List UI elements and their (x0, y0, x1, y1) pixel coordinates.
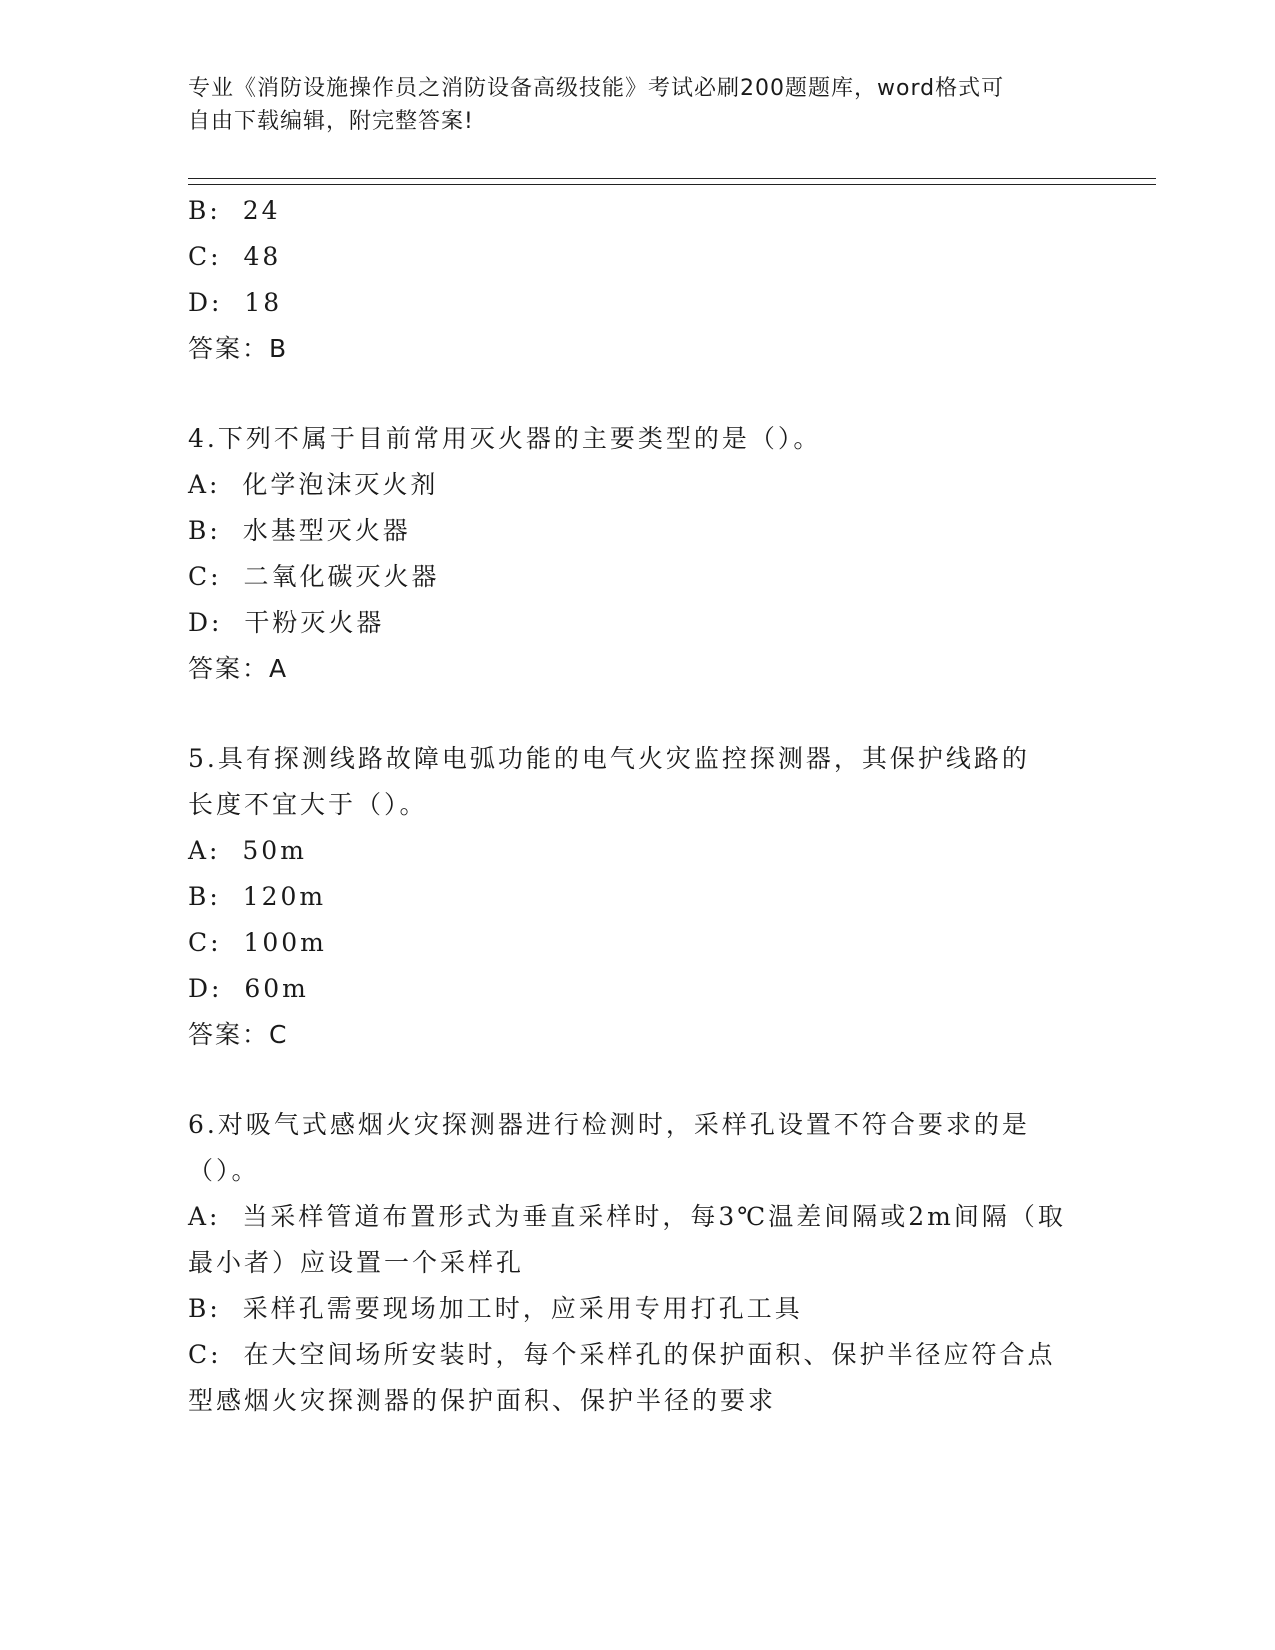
option-c-line-1: C: 在大空间场所安装时，每个采样孔的保护面积、保护半径应符合点 (188, 1340, 1056, 1369)
option-c (188, 554, 1088, 600)
question-stem: 4.下列不属于目前常用灭火器的主要类型的是（）。 (188, 424, 822, 453)
option-a-line-1: A: 当采样管道布置形式为垂直采样时，每3℃温差间隔或2m间隔（取 (188, 1202, 1066, 1231)
option-text: 120m (242, 882, 327, 911)
option-b (188, 188, 1088, 234)
answer: 答案：B (188, 334, 289, 363)
answer: 答案：A (188, 654, 289, 683)
option-text: 48 (243, 242, 282, 271)
header-line-2: 自由下载编辑，附完整答案! (188, 109, 474, 134)
question-3-tail (188, 188, 1088, 372)
document-body (188, 188, 1088, 1424)
option-b (188, 874, 1088, 920)
option-d (188, 966, 1088, 1012)
option-c (188, 234, 1088, 280)
option-text: 60m (244, 974, 309, 1003)
option-d (188, 280, 1088, 326)
option-text: 干粉灭火器 (244, 608, 385, 637)
option-text: 水基型灭火器 (242, 516, 411, 545)
option-label: C: (188, 242, 222, 271)
option-label: B: (188, 196, 221, 225)
option-text: 二氧化碳灭火器 (243, 562, 440, 591)
option-text: 18 (244, 288, 283, 317)
option-label: C: (188, 562, 222, 591)
option-label: A: (188, 836, 221, 865)
option-a (188, 462, 1088, 508)
question-stem-line-2: 长度不宜大于（）。 (188, 790, 428, 819)
option-label: A: (188, 470, 221, 499)
option-label: C: (188, 928, 222, 957)
option-c (188, 920, 1088, 966)
option-label: B: (188, 882, 221, 911)
option-b: B: 采样孔需要现场加工时，应采用专用打孔工具 (188, 1294, 803, 1323)
option-label: D: (188, 288, 223, 317)
document-header (188, 72, 1088, 138)
header-divider (188, 178, 1156, 185)
option-text: 24 (242, 196, 281, 225)
question-stem-line-1: 6.对吸气式感烟火灾探测器进行检测时，采样孔设置不符合要求的是 (188, 1110, 1030, 1139)
option-d (188, 600, 1088, 646)
option-label: D: (188, 608, 223, 637)
question-stem-line-2: （）。 (188, 1156, 260, 1185)
option-b (188, 508, 1088, 554)
option-text: 100m (243, 928, 327, 957)
option-a (188, 828, 1088, 874)
question-4 (188, 416, 1088, 692)
question-5 (188, 736, 1088, 1058)
header-line-1: 专业《消防设施操作员之消防设备高级技能》考试必刷200题题库，word格式可 (188, 76, 1005, 101)
option-text: 50m (242, 836, 307, 865)
question-stem-line-1: 5.具有探测线路故障电弧功能的电气火灾监控探测器，其保护线路的 (188, 744, 1030, 773)
option-label: D: (188, 974, 223, 1003)
option-text: 化学泡沫灭火剂 (242, 470, 439, 499)
question-6 (188, 1102, 1088, 1424)
option-c-line-2: 型感烟火灾探测器的保护面积、保护半径的要求 (188, 1386, 777, 1415)
option-a-line-2: 最小者）应设置一个采样孔 (188, 1248, 525, 1277)
answer: 答案：C (188, 1020, 289, 1049)
option-label: B: (188, 516, 221, 545)
